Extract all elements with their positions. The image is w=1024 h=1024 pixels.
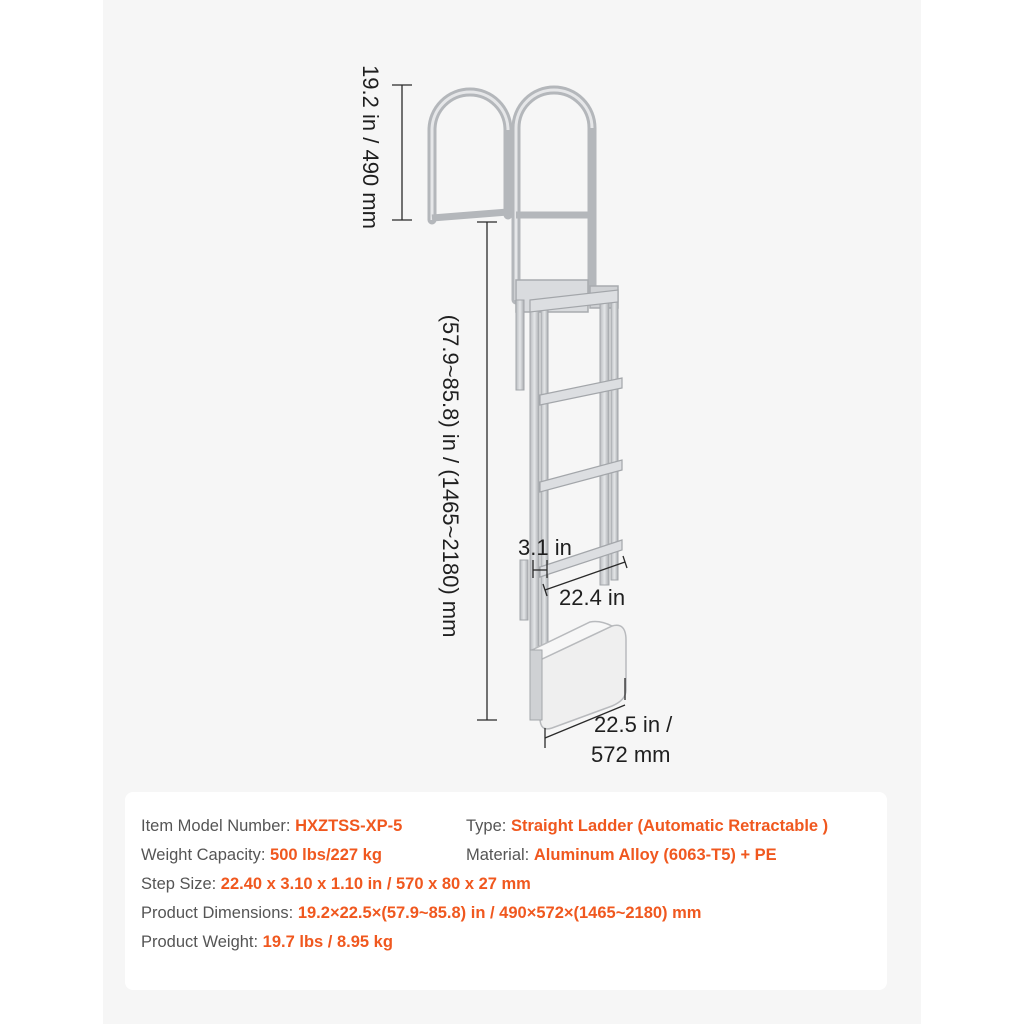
spec-product-dimensions-value: 19.2×22.5×(57.9~85.8) in / 490×572×(1465~2180) mm [297, 904, 702, 922]
spec-card [125, 792, 887, 990]
spec-weight-capacity-value: 500 lbs/227 kg [270, 846, 382, 864]
spec-material [466, 846, 777, 865]
spec-weight-capacity-label: Weight Capacity: [141, 846, 271, 864]
spec-material-label: Material: [466, 846, 534, 864]
spec-product-weight [141, 933, 393, 952]
handle-height-label: 19.2 in / 490 mm [358, 65, 383, 229]
spec-type-value: Straight Ladder (Automatic Retractable ) [510, 817, 829, 835]
handrail-left [432, 92, 508, 220]
spec-material-value: Aluminum Alloy (6063-T5) + PE [533, 846, 777, 864]
spec-model-label: Item Model Number: [141, 817, 296, 835]
ladder-height-label: (57.9~85.8) in / (1465~2180) mm [438, 314, 463, 638]
step-width-label: 22.4 in [559, 585, 626, 610]
spec-step-size-label: Step Size: [141, 875, 221, 893]
spec-model [141, 817, 402, 836]
spec-type-label: Type: [466, 817, 511, 835]
spec-model-value: HXZTSS-XP-5 [295, 817, 403, 835]
spec-step-size [141, 875, 531, 894]
handrail-right [516, 90, 592, 300]
base-width-label-line2: 572 mm [591, 742, 671, 767]
step-depth-label: 3.1 in [518, 535, 572, 560]
spec-product-dimensions-label: Product Dimensions: [141, 904, 298, 922]
spec-type [466, 817, 828, 836]
base-width-label-line1: 22.5 in / [594, 712, 673, 737]
spec-step-size-value: 22.40 x 3.10 x 1.10 in / 570 x 80 x 27 mm [220, 875, 531, 893]
spec-product-weight-label: Product Weight: [141, 933, 263, 951]
spec-product-dimensions [141, 904, 701, 923]
spec-product-weight-value: 19.7 lbs / 8.95 kg [262, 933, 393, 951]
spec-weight-capacity [141, 846, 382, 865]
